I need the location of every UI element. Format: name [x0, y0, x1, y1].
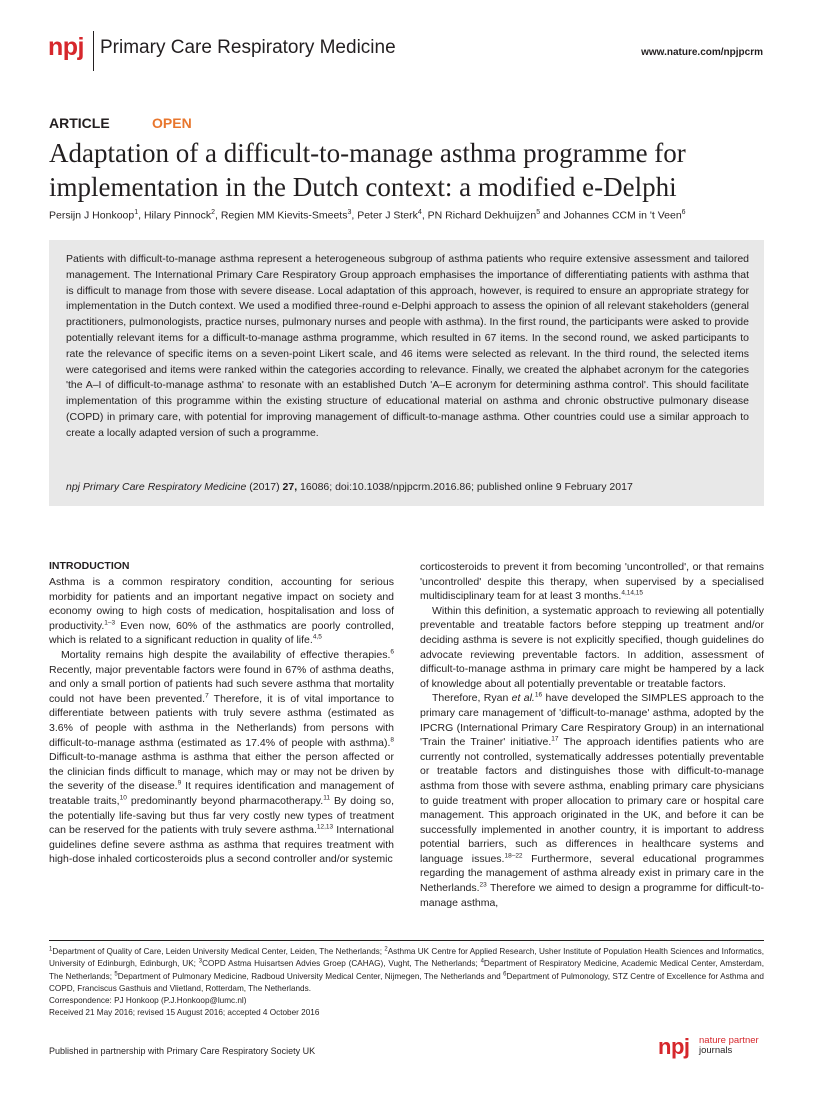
text: et al.	[511, 692, 535, 705]
reference[interactable]: 23	[479, 881, 487, 889]
author-aff: 6	[681, 209, 686, 216]
text: have developed the SIMPLES approach to the primary care management of 'difficult-to-manage' asthma, adopted by the IPCRG (International Primary Care Respiratory Group) in an international 'Train the Trainer' initiative.	[420, 692, 765, 749]
paragraph	[49, 648, 394, 867]
text: International guidelines define severe asthma as asthma that requires treatment with high-dose inhaled corticosteroids plus a second controller and/or systemic	[49, 824, 394, 866]
reference[interactable]: 7	[205, 692, 209, 700]
correspondence: Correspondence: PJ Honkoop (P.J.Honkoop@lumc.nl)	[49, 996, 247, 1006]
authors-and: and	[543, 209, 561, 222]
citation-line	[66, 481, 749, 493]
text: Furthermore, several educational programmes regarding the management of asthma already exist in primary care in the Netherlands.	[420, 852, 764, 895]
text: corticosteroids to prevent it from becoming 'uncontrolled', or that remains 'uncontrolled' despite this therapy, when supervised by a specialised multidisciplinary team for at least 3 months.	[420, 561, 764, 603]
abstract-text: Patients with difficult-to-manage asthma represent a heterogeneous subgroup of asthma patients who require extensive assessment and tailored management. The International Primary Care Respiratory Group approach emphasises the importance of differentiating patients with asthma that is difficult to manage from those with severe disease. Local adaptation of this approach, however, is required to ensure an appropriate strategy for implementation in the Dutch context. We used a modified three-round e-Delphi approach to assess the opinion of all relevant stakeholders (general practitioners, pulmonologists, practice nurses, pulmonary nurses and people with asthma). In the first round, the participants were asked to provide potentially relevant items for a difficult-to-manage asthma programme, which resulted in 67 items. In the second round, we asked participants to rate the relevance of specific items on a seven-point Likert scale, and 46 items were selected as relevant. In the third round, the selected items were categorised and items were ranked within the categories according to relevance. Finally, we created the alphabet acronym for the categories 'the A–I of difficult-to-manage asthma' to resonate with an established Dutch 'A–E acronym for determining asthma control'. This should facilitate implementation of this programme within the existing structure of educational material on asthma and chronic obstructive pulmonary disease (COPD) in primary care, with potential for improving management of difficult-to-manage asthma. Other countries could use a similar approach to create a locally adapted version of such a programme.	[66, 253, 749, 439]
author-name: Peter J Sterk	[357, 209, 418, 222]
text: By doing so, the potentially life-saving but thus far very costly new types of treatment can be reserved for the patients with truly severe asthma.	[49, 794, 395, 837]
author-name: Hilary Pinnock	[143, 209, 212, 222]
citation-journal: npj Primary Care Respiratory Medicine	[66, 481, 247, 493]
text: Recently, major preventable factors were found in 67% of asthma deaths, and only a small portion of patients had such severe asthma that mortality could not have been prevented.	[49, 663, 394, 705]
reference[interactable]: 1–3	[104, 619, 116, 627]
journal-name: Primary Care Respiratory Medicine	[100, 37, 396, 58]
section-heading: INTRODUCTION	[49, 560, 130, 572]
text: Even now, 60% of the asthmatics are poorly controlled, which is related to a significant reduction in quality of life.	[49, 619, 394, 647]
reference[interactable]: 4,14,15	[621, 589, 644, 597]
article-title: Adaptation of a difficult-to-manage asthma programme for implementation in the Dutch context: a modified e-Delphi	[49, 138, 686, 202]
aff-text: Department of Pulmonary Medicine, Radboud University Medical Center, Nijmegen, The Netherlands and	[117, 971, 504, 981]
text: It requires identification and management of treatable traits,	[49, 780, 394, 807]
text: Difficult-to-manage asthma is asthma that either the person affected or the clinician finds difficult to manage, which may or may not be driven by the severity of the disease.	[49, 751, 394, 793]
affiliations	[49, 946, 764, 1020]
author-name: Regien MM Kievits-Smeets	[220, 209, 348, 222]
text: Therefore, Ryan	[432, 692, 512, 705]
aff-number: 5	[114, 970, 118, 977]
nature-partner-journals-logo	[699, 1036, 759, 1056]
aff-number: 3	[198, 958, 203, 965]
body-column-left	[49, 575, 394, 867]
partner-line: journals	[699, 1045, 733, 1056]
text: Within this definition, a systematic approach to reviewing all potentially preventable and treatable factors before stepping up treatment and/or deciding asthma is severe is not explicitly specified, though guidelines do advocate reviewing preventable factors. In addition, assessment of difficult-to-manage asthma in primary care might be hampered by a lack of knowledge about all potentially preventable or treatable factors.	[420, 604, 764, 690]
partnership-note: Published in partnership with Primary Care Respiratory Society UK	[49, 1046, 316, 1056]
author-list: Persijn J Honkoop$^1$, Hilary Pinnock$^2$, Regien MM Kievits-Smeets$^3$, Peter J Sterk$^4$, PN Richard Dekhuijzen$^5$ and Johannes CCM in 't Veen$^6$	[49, 209, 686, 222]
open-access-badge: OPEN	[152, 115, 192, 131]
partner-line: nature partner	[699, 1035, 759, 1046]
text: predominantly beyond pharmacotherapy.	[126, 794, 324, 807]
aff-text: Department of Pulmonology, STZ Centre of Excellence for Asthma and COPD, Franciscus Gasthuis and Vlietland, Rotterdam, The Netherlands.	[49, 971, 764, 993]
citation-year: (2017)	[249, 481, 280, 493]
article-type: ARTICLE	[49, 115, 110, 131]
body-column-right	[420, 560, 764, 910]
received-dates: Received 21 May 2016; revised 15 August 2016; accepted 4 October 2016	[49, 1008, 320, 1018]
reference[interactable]: 11	[323, 794, 330, 802]
reference[interactable]: 17	[551, 735, 559, 743]
text: Therefore we aimed to design a programme for difficult-to-manage asthma,	[420, 882, 764, 909]
author-aff: 4	[417, 209, 422, 216]
reference[interactable]: 18–22	[504, 852, 523, 860]
paragraph	[420, 604, 764, 692]
author-name: Johannes CCM in 't Veen	[563, 209, 682, 222]
aff-text: Asthma UK Centre for Applied Research, Usher Institute of Population Health Sciences and Informatics, University of Edinburgh, Edinburgh, UK;	[49, 947, 764, 969]
text: Asthma is a common respiratory condition, accounting for serious morbidity for patients and an important negative impact on society and economy owing to high costs of medication, hospitalisation and loss of productivity.	[49, 576, 394, 632]
reference[interactable]: 12,13	[316, 823, 334, 831]
text: Therefore, it is of vital importance to differentiate between patients with truly severe asthma (estimated as 3.6% of people with asthma in the Netherlands) from persons with difficult-to-manage asthma (estimated as 17.4% of people with asthma).	[49, 692, 394, 749]
aff-number: 6	[503, 970, 507, 977]
author-aff: 5	[536, 209, 541, 216]
reference[interactable]: 16	[534, 691, 543, 699]
reference[interactable]: 9	[177, 779, 182, 787]
paragraph	[420, 691, 764, 910]
author-name: Persijn J Honkoop	[49, 209, 135, 222]
aff-number: 1	[49, 946, 53, 953]
npj-logo: npj	[48, 33, 84, 61]
reference[interactable]: 8	[390, 736, 394, 744]
citation-volume: 27,	[282, 481, 298, 493]
npj-footer-logo: npj	[658, 1034, 690, 1059]
aff-text: COPD Astma Huisartsen Advies Groep (CAHAG), Vught, The Netherlands;	[202, 959, 481, 969]
journal-url-link[interactable]: www.nature.com/npjpcrm	[641, 47, 763, 58]
author-aff: 3	[347, 209, 352, 216]
reference[interactable]: 4,5	[312, 633, 322, 641]
aff-number: 2	[384, 946, 388, 953]
text: Mortality remains high despite the availability of effective therapies.	[61, 648, 391, 661]
header-divider	[93, 31, 94, 71]
paragraph	[420, 560, 764, 604]
author-name: PN Richard Dekhuijzen	[427, 209, 537, 222]
reference[interactable]: 10	[119, 794, 127, 802]
author-aff: 1	[134, 209, 139, 216]
citation-details: 16086; doi:10.1038/npjpcrm.2016.86; published online 9 February 2017	[300, 481, 633, 493]
aff-text: Department of Respiratory Medicine, Academic Medical Center, Amsterdam, The Netherlands;	[49, 959, 765, 981]
aff-text: Department of Quality of Care, Leiden University Medical Center, Leiden, The Netherlands;	[52, 947, 385, 956]
text: The approach identifies patients who are currently not controlled, systematically addresses potentially preventable or treatable factors and distinguishes those with difficult-to-manage asthma from those with severe asthma, enabling primary care physicians to guide treatment with proper allocation to primary care or hospital care management. This approach originated in the UK, and before it can be successfully implemented in another country, it is important to address potential barriers, such as differences in healthcare systems and language issues.	[420, 736, 764, 865]
reference[interactable]: 6	[390, 648, 394, 656]
paragraph	[49, 575, 394, 648]
aff-number: 4	[480, 958, 484, 965]
footnote-rule	[49, 940, 764, 941]
author-aff: 2	[211, 209, 215, 216]
